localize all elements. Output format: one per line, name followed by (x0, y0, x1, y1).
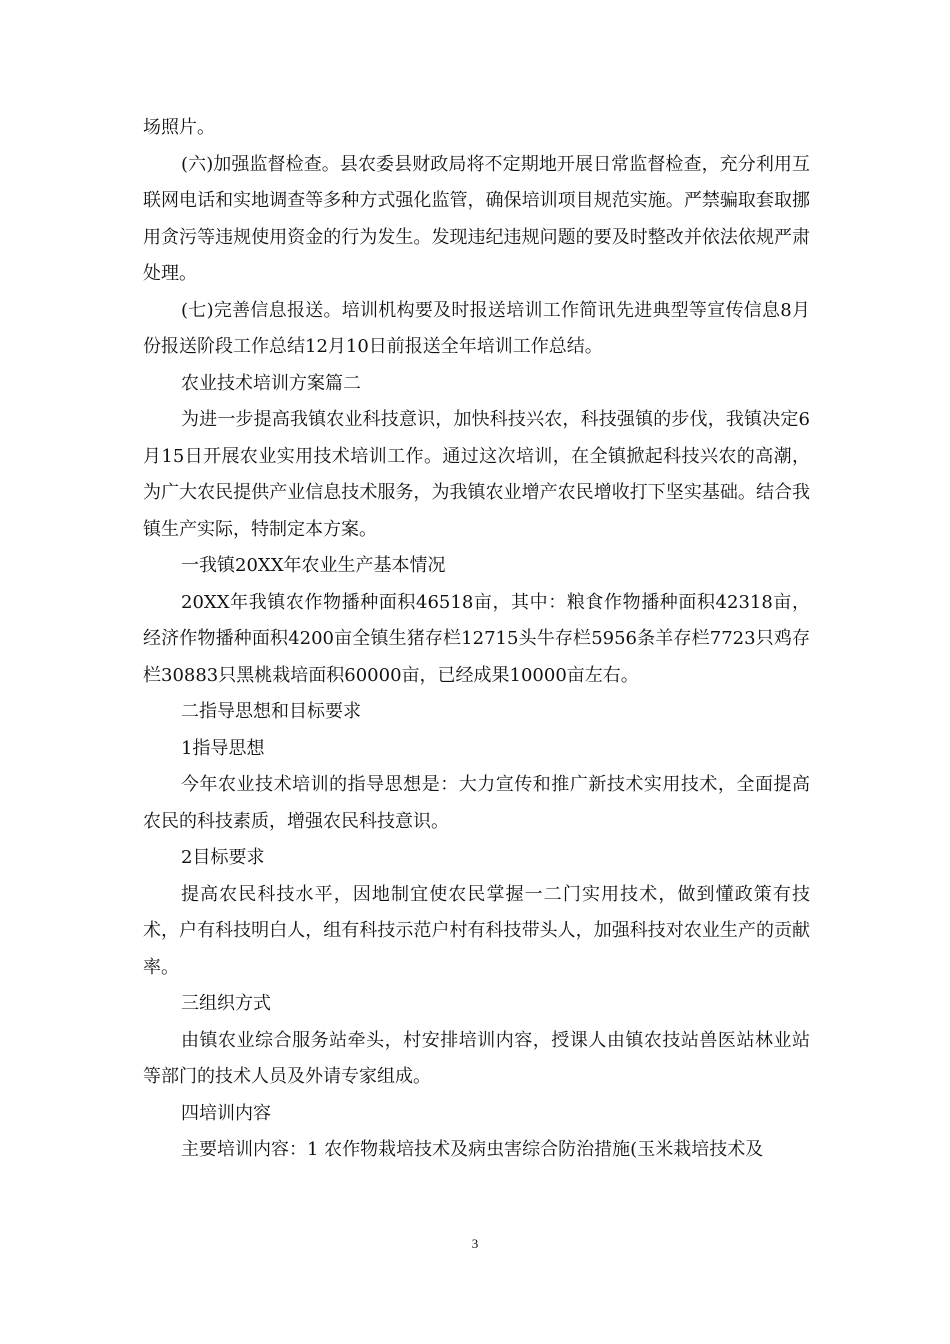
paragraph-10: 今年农业技术培训的指导思想是：大力宣传和推广新技术实用技术，全面提高农民的科技素质，增强农民科技意识。 (143, 774, 810, 832)
paragraph-3: (七)完善信息报送。培训机构要及时报送培训工作简讯先进典型等宣传信息8月份报送阶段工作总结12月10日前报送全年培训工作总结。 (143, 299, 810, 357)
paragraph-14: 由镇农业综合服务站牵头，村安排培训内容，授课人由镇农技站兽医站林业站等部门的技术人员及外请专家组成。 (143, 1029, 810, 1087)
section-heading: 农业技术培训方案篇二 (181, 372, 361, 394)
paragraph-16: 主要培训内容：1 农作物栽培技术及病虫害综合防治措施(玉米栽培技术及 (181, 1139, 764, 1160)
section-heading: 二指导思想和目标要求 (181, 701, 361, 722)
subsection-heading: 1指导思想 (181, 737, 265, 759)
section-heading: 一我镇20XX年农业生产基本情况 (181, 555, 446, 576)
paragraph-12: 提高农民科技水平，因地制宜使农民掌握一二门实用技术，做到懂政策有技术，户有科技明白人，组有科技示范户村有科技带头人，加强科技对农业生产的贡献率。 (143, 883, 810, 978)
paragraph-1: 场照片。 (143, 117, 215, 138)
paragraph-2: (六)加强监督检查。县农委县财政局将不定期地开展日常监督检查，充分利用互联网电话和实地调查等多种方式强化监管，确保培训项目规范实施。严禁骗取套取挪用贪污等违规使用资金的行为发生。发现违纪违规问题的要及时整改并依法依规严肃处理。 (143, 153, 810, 284)
page-body (143, 110, 810, 1169)
paragraph-5: 为进一步提高我镇农业科技意识，加快科技兴农，科技强镇的步伐，我镇决定6月15日开展农业实用技术培训工作。通过这次培训，在全镇掀起科技兴农的高潮，为广大农民提供产业信息技术服务，为我镇农业增产农民增收打下坚实基础。结合我镇生产实际，特制定本方案。 (143, 409, 810, 540)
subsection-heading: 2目标要求 (181, 847, 265, 868)
paragraph-7: 20XX年我镇农作物播种面积46518亩，其中：粮食作物播种面积42318亩，经济作物播种面积4200亩全镇生猪存栏12715头牛存栏5956条羊存栏7723只鸡存栏30883只黑桃栽培面积60000亩，已经成果10000亩左右。 (143, 591, 810, 686)
section-heading: 四培训内容 (181, 1102, 271, 1124)
section-heading: 三组织方式 (181, 993, 271, 1014)
page-number: 3 (471, 1236, 479, 1251)
